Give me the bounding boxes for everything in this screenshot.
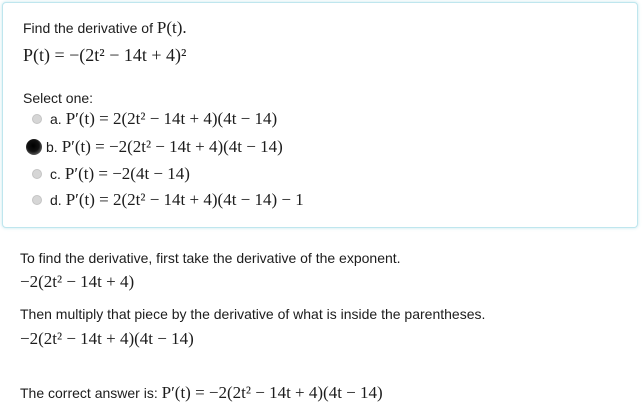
option-a[interactable] <box>25 107 277 131</box>
option-d-radio[interactable] <box>32 195 42 205</box>
solution-step2-math: −2(2t² − 14t + 4)(4t − 14) <box>20 329 194 348</box>
option-d-expression: P′(t) = 2(2t² − 14t + 4)(4t − 14) − 1 <box>65 190 304 209</box>
option-a-letter: a. <box>50 111 62 127</box>
question-prompt-text: Find the derivative of <box>23 20 157 36</box>
option-c-expression: P′(t) = −2(4t − 14) <box>64 164 190 183</box>
correct-answer-label: The correct answer is: <box>20 385 162 401</box>
option-b-radio-selected[interactable] <box>26 139 42 155</box>
option-c[interactable] <box>25 162 190 186</box>
question-card <box>2 2 638 228</box>
solution-step1-math: −2(2t² − 14t + 4) <box>20 272 135 291</box>
question-prompt-function: P(t). <box>156 18 187 37</box>
correct-answer <box>20 383 383 403</box>
correct-answer-expression: P′(t) = −2(2t² − 14t + 4)(4t − 14) <box>161 383 383 402</box>
option-a-expression: P′(t) = 2(2t² − 14t + 4)(4t − 14) <box>65 109 278 128</box>
option-c-radio[interactable] <box>32 169 42 179</box>
option-b-letter: b. <box>46 139 58 155</box>
option-d[interactable] <box>25 188 304 212</box>
option-d-letter: d. <box>50 192 62 208</box>
option-c-letter: c. <box>50 166 61 182</box>
select-one-label: Select one: <box>23 90 94 106</box>
question-function: P(t) = −(2t² − 14t + 4)² <box>23 45 187 65</box>
option-a-radio[interactable] <box>32 114 42 124</box>
option-b-expression: P′(t) = −2(2t² − 14t + 4)(4t − 14) <box>61 137 283 156</box>
option-b[interactable] <box>25 135 283 159</box>
solution-step1-text: To find the derivative, first take the derivative of the exponent. <box>20 250 401 266</box>
solution-step2-text: Then multiply that piece by the derivative of what is inside the parentheses. <box>20 306 486 322</box>
question-prompt <box>23 18 187 38</box>
